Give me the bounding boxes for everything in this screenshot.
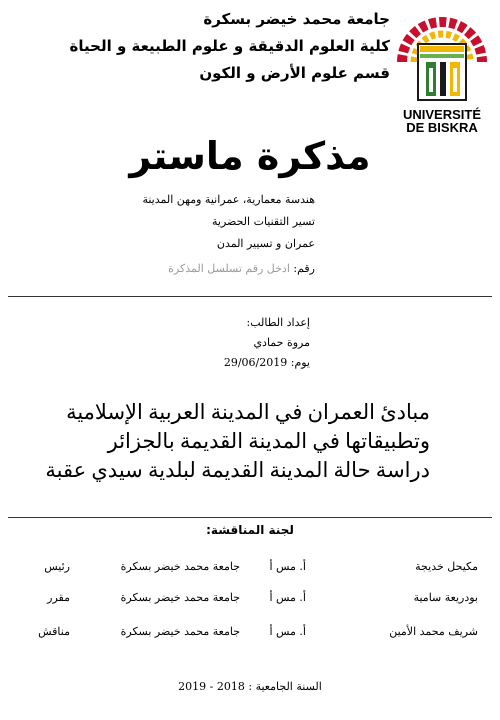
specialty-line-1: هندسة معمارية، عمرانية ومهن المدينة — [142, 193, 315, 206]
jury-member-institution: جامعة محمد خيضر بسكرة — [120, 625, 240, 638]
serial-label: رقم: — [293, 262, 315, 275]
faculty-name: كلية العلوم الدقيقة و علوم الطبيعة و الحياة — [69, 37, 390, 55]
thesis-title-line-1: مبادئ العمران في المدينة العربية الإسلامية — [66, 400, 430, 424]
thesis-title-line-3: دراسة حالة المدينة القديمة لبلدية سيدي عقبة — [45, 458, 430, 482]
jury-member-institution: جامعة محمد خيضر بسكرة — [120, 560, 240, 573]
student-name: مروة حمادي — [253, 336, 310, 349]
specialty-line-3: عمران و تسيير المدن — [216, 237, 315, 250]
jury-member-grade: أ. مس أ — [269, 560, 306, 573]
biskra-emblem-icon — [394, 4, 490, 108]
specialty-line-2: تسير التقنيات الحضرية — [212, 215, 315, 228]
date-value: 29/06/2019 — [223, 356, 288, 369]
jury-title: لجنة المناقشة: — [206, 523, 294, 537]
department-name: قسم علوم الأرض و الكون — [199, 64, 390, 82]
jury-member-role: مقرر — [47, 591, 70, 604]
memo-title: مذكرة ماستر — [129, 134, 371, 178]
divider-top — [8, 296, 492, 297]
thesis-title-line-2: وتطبيقاتها في المدينة القديمة بالجزائر — [107, 429, 430, 453]
logo-line-1: UNIVERSITÉ — [402, 107, 481, 122]
serial-placeholder: ادخل رقم تسلسل المذكرة — [168, 262, 290, 275]
jury-member-institution: جامعة محمد خيضر بسكرة — [120, 591, 240, 604]
prepared-by-label: إعداد الطالب: — [246, 316, 310, 329]
jury-member-name: مكيحل خديجة — [415, 560, 478, 573]
university-name: جامعة محمد خيضر بسكرة — [203, 10, 390, 28]
jury-member-name: بودريعة سامية — [413, 591, 478, 604]
divider-bottom — [8, 517, 492, 518]
date-label: يوم: — [290, 356, 310, 369]
defense-date — [110, 356, 310, 369]
academic-year: السنة الجامعية : 2018 - 2019 — [178, 680, 322, 693]
jury-member-role: رئيس — [44, 560, 70, 573]
university-header — [69, 6, 390, 87]
logo-line-2: DE BISKRA — [406, 120, 478, 135]
thesis-title — [10, 398, 430, 485]
serial-number-field[interactable] — [15, 262, 315, 275]
jury-member-grade: أ. مس أ — [269, 625, 306, 638]
jury-member-role: مناقش — [38, 625, 70, 638]
jury-member-grade: أ. مس أ — [269, 591, 306, 604]
jury-member-name: شريف محمد الأمين — [389, 625, 478, 638]
